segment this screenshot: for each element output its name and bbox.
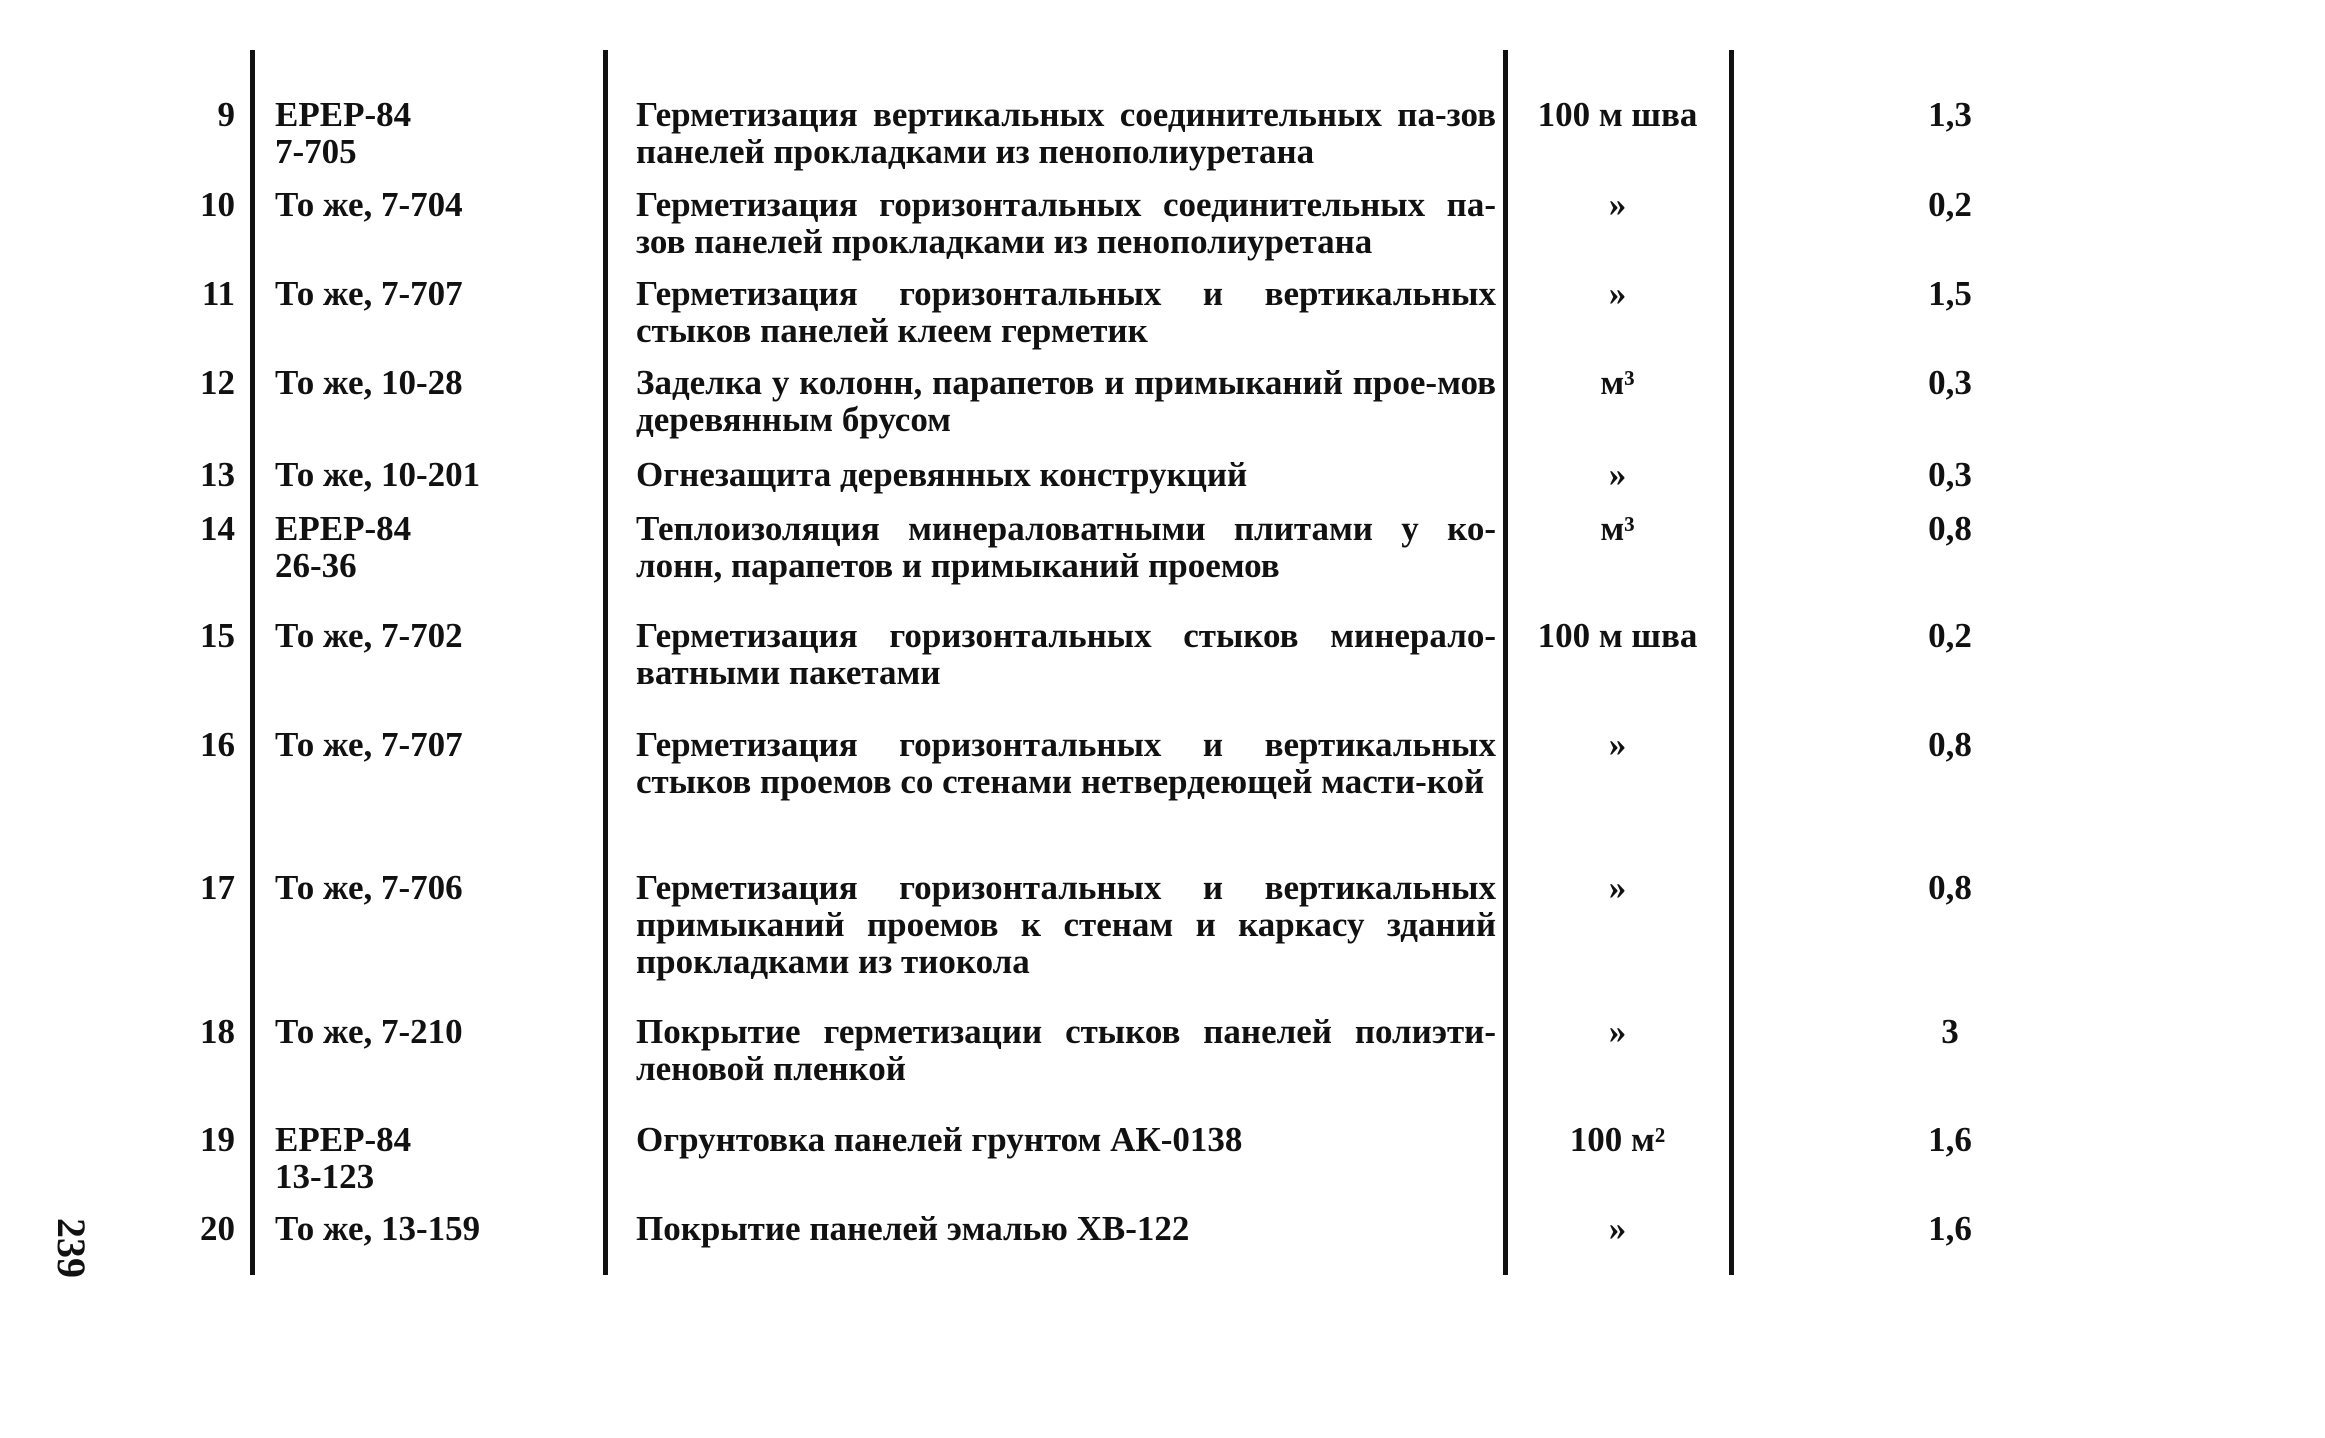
row-code: То же, 10-28 bbox=[275, 363, 463, 402]
page-number: 239 bbox=[49, 1218, 94, 1278]
row-quantity: 0,3 bbox=[1928, 455, 1972, 494]
row-unit: » bbox=[1608, 185, 1627, 224]
row-quantity: 1,3 bbox=[1928, 95, 1972, 134]
row-number: 12 bbox=[200, 363, 235, 402]
row-unit: » bbox=[1608, 274, 1627, 313]
row-code: То же, 7-707 bbox=[275, 274, 463, 313]
row-unit: 100 м шва bbox=[1537, 95, 1698, 134]
row-quantity: 1,6 bbox=[1928, 1209, 1972, 1248]
row-number: 14 bbox=[200, 509, 235, 548]
row-unit: м³ bbox=[1600, 509, 1635, 548]
row-code: То же, 7-707 bbox=[275, 725, 463, 764]
row-number: 19 bbox=[200, 1120, 235, 1159]
row-quantity: 0,3 bbox=[1928, 363, 1972, 402]
row-code: ЕРЕР-84 26-36 bbox=[275, 509, 412, 585]
row-unit: » bbox=[1608, 1209, 1627, 1248]
row-quantity: 0,2 bbox=[1928, 616, 1972, 655]
row-number: 15 bbox=[200, 616, 235, 655]
row-number: 16 bbox=[200, 725, 235, 764]
row-number: 11 bbox=[201, 274, 235, 313]
row-description: Герметизация горизонтальных соединительных па-зов панелей прокладками из пенополиуретана bbox=[636, 185, 1496, 261]
row-quantity: 3 bbox=[1941, 1012, 1959, 1051]
row-code: ЕРЕР-84 7-705 bbox=[275, 95, 412, 171]
row-description: Заделка у колонн, парапетов и примыканий прое-мов деревянным брусом bbox=[636, 363, 1496, 439]
row-unit: » bbox=[1608, 868, 1627, 907]
row-code: ЕРЕР-84 13-123 bbox=[275, 1120, 412, 1196]
row-number: 20 bbox=[200, 1209, 235, 1248]
row-number: 18 bbox=[200, 1012, 235, 1051]
row-description: Покрытие герметизации стыков панелей полиэти-леновой пленкой bbox=[636, 1012, 1496, 1088]
row-unit: » bbox=[1608, 1012, 1627, 1051]
row-unit: 100 м² bbox=[1569, 1120, 1666, 1159]
row-unit: » bbox=[1608, 725, 1627, 764]
row-description: Покрытие панелей эмалью ХВ-122 bbox=[636, 1209, 1190, 1248]
row-number: 13 bbox=[200, 455, 235, 494]
row-description: Герметизация горизонтальных стыков минерало-ватными пакетами bbox=[636, 616, 1496, 692]
row-code: То же, 13-159 bbox=[275, 1209, 481, 1248]
row-description: Герметизация горизонтальных и вертикальных примыканий проемов к стенам и каркасу зданий прокладками из тиокола bbox=[636, 868, 1496, 981]
row-number: 10 bbox=[200, 185, 235, 224]
row-number: 9 bbox=[217, 95, 235, 134]
row-unit: м³ bbox=[1600, 363, 1635, 402]
row-quantity: 0,8 bbox=[1928, 725, 1972, 764]
row-code: То же, 7-704 bbox=[275, 185, 463, 224]
row-description: Герметизация вертикальных соединительных па-зов панелей прокладками из пенополиуретана bbox=[636, 95, 1496, 171]
row-quantity: 0,2 bbox=[1928, 185, 1972, 224]
row-quantity: 0,8 bbox=[1928, 509, 1972, 548]
row-unit: » bbox=[1608, 455, 1627, 494]
row-description: Герметизация горизонтальных и вертикальных стыков панелей клеем герметик bbox=[636, 274, 1496, 350]
row-number: 17 bbox=[200, 868, 235, 907]
row-description: Теплоизоляция минераловатными плитами у ко-лонн, парапетов и примыканий проемов bbox=[636, 509, 1496, 585]
row-code: То же, 7-210 bbox=[275, 1012, 463, 1051]
row-code: То же, 7-706 bbox=[275, 868, 463, 907]
row-description: Огнезащита деревянных конструкций bbox=[636, 455, 1248, 494]
row-quantity: 0,8 bbox=[1928, 868, 1972, 907]
row-quantity: 1,5 bbox=[1928, 274, 1972, 313]
column-rule-2 bbox=[603, 50, 608, 1275]
column-rule-1 bbox=[250, 50, 255, 1275]
row-unit: 100 м шва bbox=[1537, 616, 1698, 655]
row-quantity: 1,6 bbox=[1928, 1120, 1972, 1159]
row-code: То же, 10-201 bbox=[275, 455, 481, 494]
row-description: Огрунтовка панелей грунтом АК-0138 bbox=[636, 1120, 1243, 1159]
row-description: Герметизация горизонтальных и вертикальных стыков проемов со стенами нетвердеющей масти-кой bbox=[636, 725, 1496, 801]
row-code: То же, 7-702 bbox=[275, 616, 463, 655]
column-rule-3 bbox=[1503, 50, 1508, 1275]
column-rule-4 bbox=[1729, 50, 1734, 1275]
